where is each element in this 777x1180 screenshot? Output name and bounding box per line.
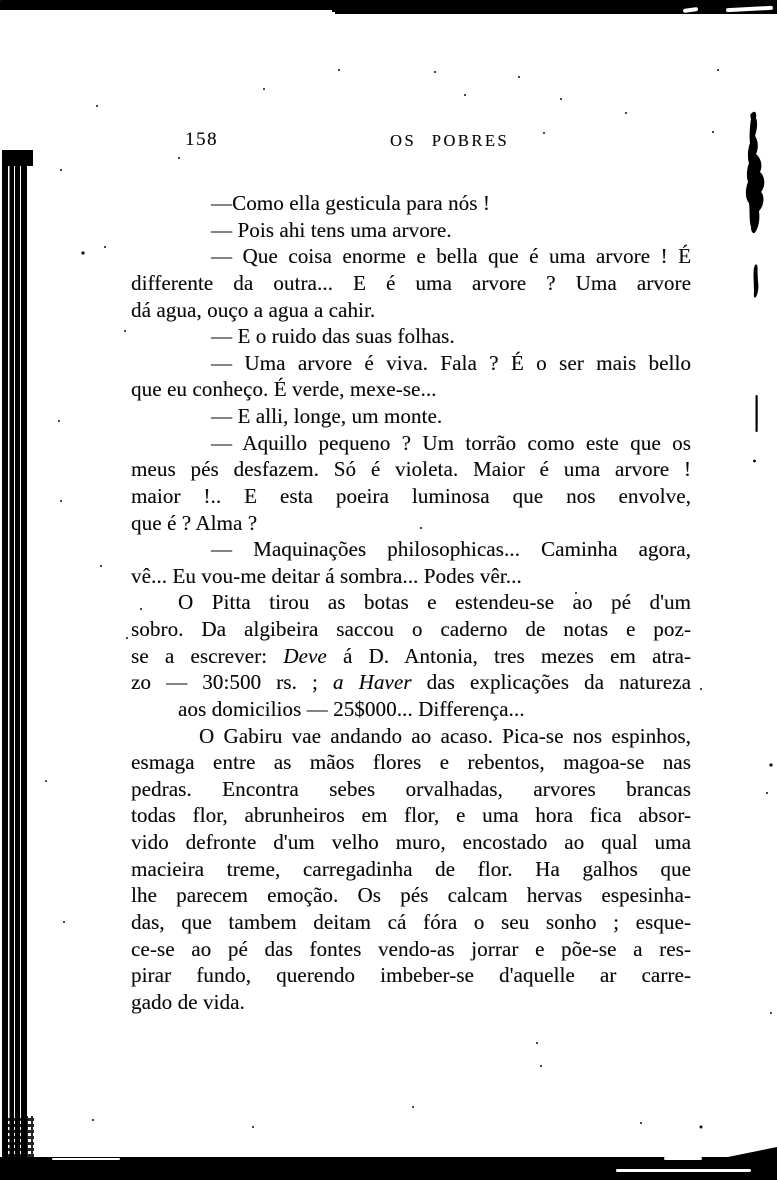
body-line	[131, 696, 691, 723]
text-segment: dá agua, ouço a agua a cahir.	[131, 297, 376, 322]
text-segment: vido defronte d'um velho muro, encostado ao qual uma	[131, 830, 691, 854]
text-segment: das explicações da natureza	[411, 670, 691, 695]
text-segment: que é ? Alma ?	[131, 510, 258, 535]
page-number: 158	[185, 129, 218, 150]
text-segment: — Uma arvore é viva. Fala ? É o ser mais bello	[211, 350, 691, 375]
scan-artifact-binding-streak-bottom	[6, 1116, 34, 1157]
text-segment: pirar fundo, querendo imbeber-se d'aquelle ar carre-	[131, 963, 691, 988]
text-segment: macieira treme, carregadinha de flor. Ha galhos que	[131, 856, 691, 881]
body-line	[131, 483, 691, 510]
text-segment: — Pois ahi tens uma arvore.	[211, 217, 452, 242]
italic-text-segment: Deve	[283, 643, 327, 668]
scan-artifact-ink-blob	[740, 110, 770, 470]
body-line	[131, 829, 691, 856]
scan-artifact-top-bar-thin-edge	[0, 10, 332, 12]
text-segment: zo — 30:500 rs. ;	[131, 670, 333, 695]
text-segment: aos domicilios — 25$000... Differença...	[178, 696, 525, 721]
body-line	[131, 643, 691, 670]
body-line	[131, 563, 691, 590]
text-segment: — Maquinações philosophicas... Caminha agora,	[211, 537, 691, 562]
text-segment: esmaga entre as mãos flores e rebentos, magoa-se nas	[131, 750, 691, 775]
text-segment: sobro. Da algibeira saccou o caderno de notas e poz-	[131, 617, 691, 641]
scan-artifact-binding-streak	[2, 151, 27, 1157]
body-line	[131, 589, 691, 616]
body-line	[131, 536, 691, 563]
text-segment: O Pitta tirou as botas e estendeu-se ao pé d'um	[178, 590, 691, 615]
body-line	[131, 376, 691, 403]
text-segment: differente da outra... E é uma arvore ? Uma arvore	[131, 270, 691, 295]
body-line	[131, 802, 691, 829]
text-segment: que eu conheço. É verde, mexe-se...	[131, 377, 437, 402]
page-header	[131, 129, 691, 153]
scan-artifact-bottom-bar-streak	[664, 1157, 702, 1160]
body-line	[131, 882, 691, 909]
text-segment: — Aquillo pequeno ? Um torrão como este que os	[211, 430, 691, 455]
text-segment: pedras. Encontra sebes orvalhadas, arvores brancas	[131, 776, 691, 801]
body-line	[131, 616, 691, 643]
body-line	[131, 669, 691, 696]
body-line	[131, 350, 691, 377]
text-segment: ce-se ao pé das fontes vendo-as jorrar e põe-se a res-	[131, 936, 691, 961]
text-block	[131, 190, 691, 1015]
text-segment: O Gabiru vae andando ao acaso. Pica-se nos espinhos,	[199, 723, 691, 748]
body-line	[131, 217, 691, 244]
scan-artifact-bottom-bar-streak	[616, 1169, 751, 1172]
text-segment: — Que coisa enorme e bella que é uma arvore ! É	[211, 244, 691, 269]
body-line	[131, 190, 691, 217]
text-segment: á D. Antonia, tres mezes em atra-	[326, 643, 691, 668]
scan-artifact-bottom-bar-streak	[52, 1158, 120, 1160]
body-line	[131, 430, 691, 457]
text-segment: meus pés desfazem. Só é violeta. Maior é uma arvore !	[131, 457, 691, 482]
body-line	[131, 936, 691, 963]
text-segment: vê... Eu vou-me deitar á sombra... Podes vêr...	[131, 563, 522, 588]
body-line	[131, 243, 691, 270]
body-line	[131, 270, 691, 297]
text-segment: maior !.. E esta poeira luminosa que nos envolve,	[131, 483, 691, 508]
text-segment: —Como ella gesticula para nós !	[211, 191, 490, 215]
body-line	[131, 456, 691, 483]
body-line	[131, 909, 691, 936]
italic-text-segment: a Haver	[332, 670, 412, 695]
scan-artifact-binding-streak-top	[2, 150, 33, 166]
body-line	[131, 510, 691, 537]
text-segment: todas flor, abrunheiros em flor, e uma hora fica absor-	[131, 803, 691, 828]
body-line	[131, 856, 691, 883]
body-line	[131, 749, 691, 776]
text-segment: — E o ruido das suas folhas.	[211, 324, 455, 349]
body-line	[131, 403, 691, 430]
text-segment: lhe parecem emoção. Os pés calcam hervas espesinha-	[131, 883, 691, 908]
text-segment: — E alli, longe, um monte.	[211, 404, 443, 428]
body-line	[131, 723, 691, 750]
body-line	[131, 323, 691, 350]
text-segment: das, que tambem deitam cá fóra o seu sonho ; esque-	[131, 909, 691, 934]
body-line	[131, 962, 691, 989]
text-segment: gado de vida.	[131, 989, 245, 1014]
text-segment: se a escrever:	[131, 643, 284, 668]
body-line	[131, 989, 691, 1016]
body-line	[131, 297, 691, 324]
running-title: OS POBRES	[390, 131, 510, 150]
body-line	[131, 776, 691, 803]
scan-noise-speckles	[0, 0, 2, 2]
scan-artifact-top-bar-thick-edge	[335, 12, 777, 14]
